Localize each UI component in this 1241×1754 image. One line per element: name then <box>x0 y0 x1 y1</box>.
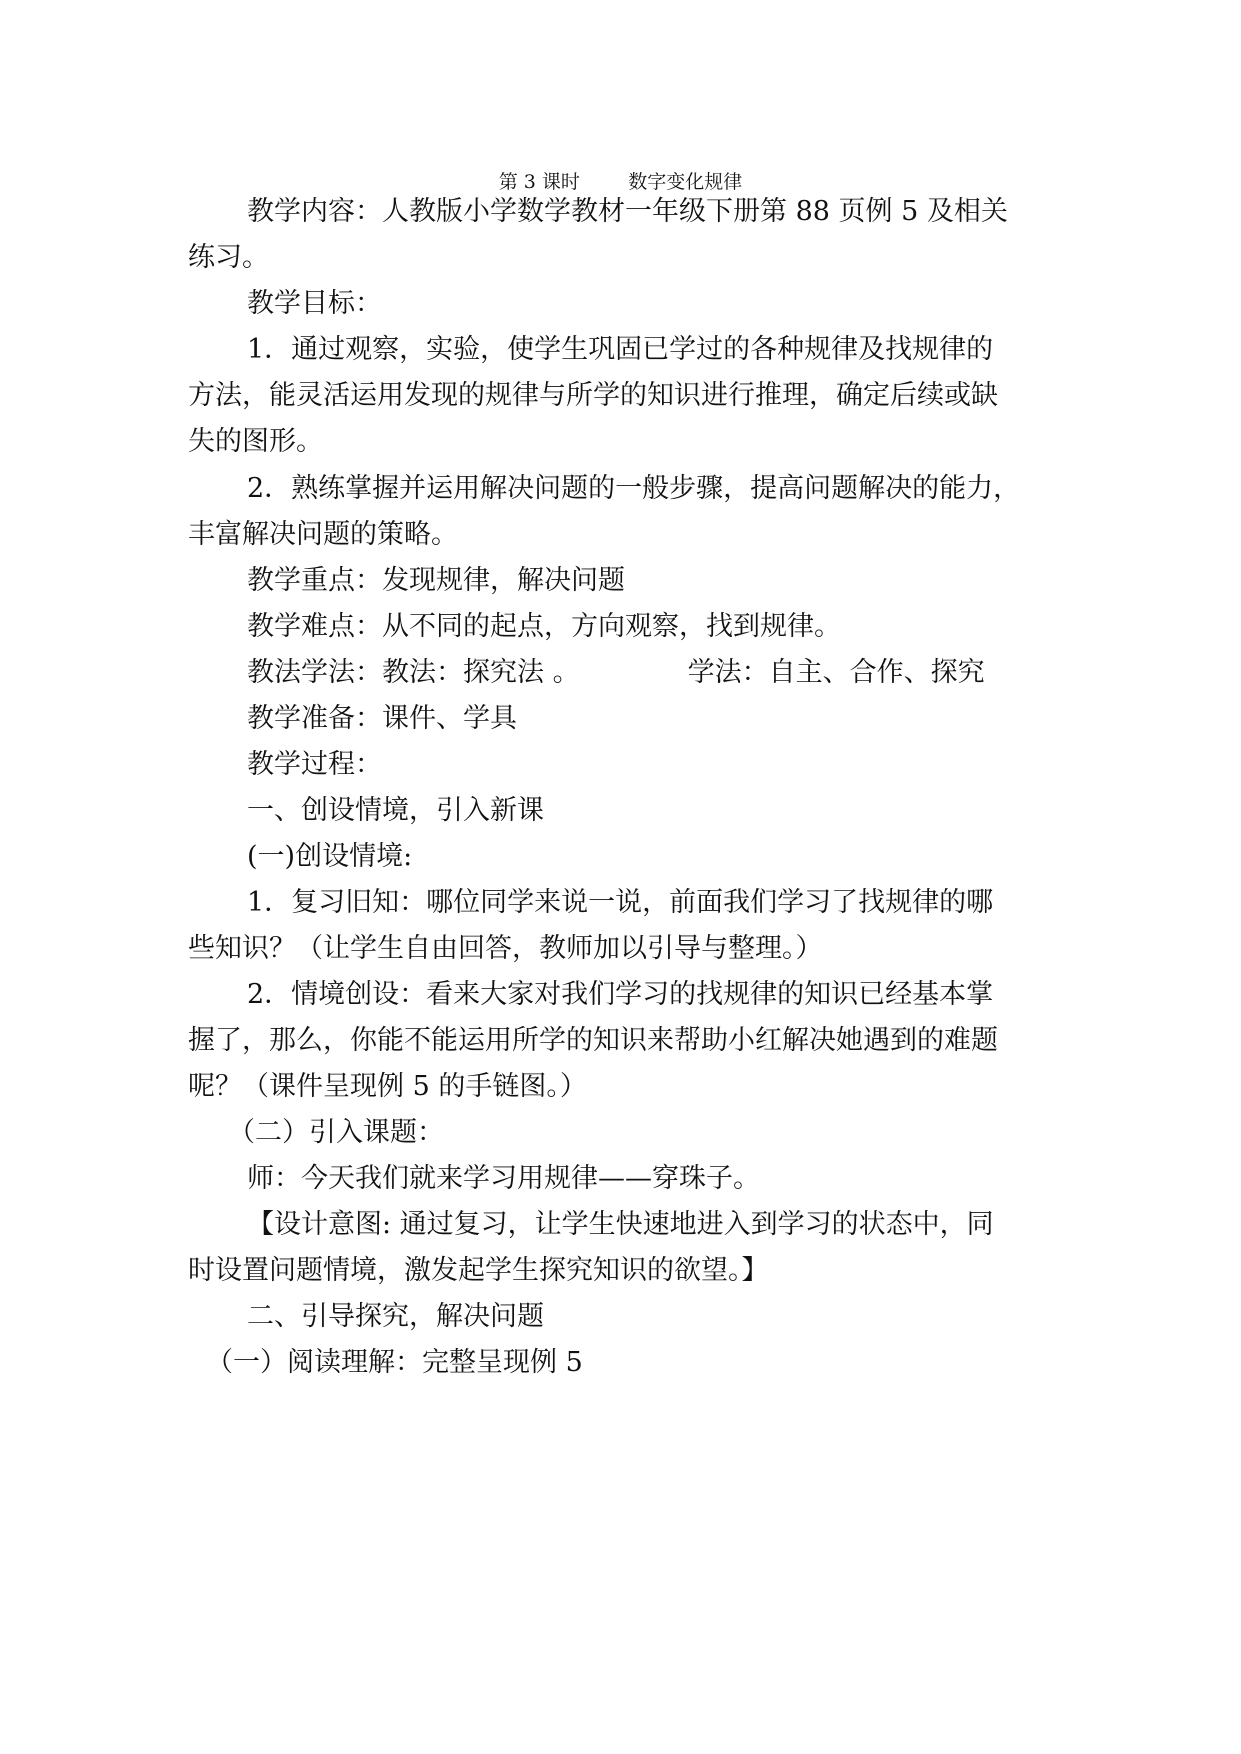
paragraph-line: 教学重点：发现规律，解决问题 <box>247 565 625 596</box>
paragraph-line: 丰富解决问题的策略。 <box>188 519 458 550</box>
subsection-heading: （一）阅读理解：完整呈现例 5 <box>206 1347 583 1378</box>
paragraph-line: 1．通过观察，实验，使学生巩固已学过的各种规律及找规律的 <box>247 334 994 365</box>
paragraph-line: 1．复习旧知：哪位同学来说一说，前面我们学习了找规律的哪 <box>247 887 994 918</box>
paragraph-line: 教学难点：从不同的起点，方向观察，找到规律。 <box>247 611 841 642</box>
paragraph-line: 2．熟练掌握并运用解决问题的一般步骤，提高问题解决的能力， <box>247 473 1021 504</box>
paragraph-line: 教学内容：人教版小学数学教材一年级下册第 88 页例 5 及相关 <box>247 196 1008 227</box>
paragraph-line: 师：今天我们就来学习用规律——穿珠子。 <box>247 1163 760 1194</box>
paragraph-line: 呢？（课件呈现例 5 的手链图。） <box>188 1071 587 1102</box>
paragraph-line: 些知识？（让学生自由回答，教师加以引导与整理。） <box>188 933 823 964</box>
subsection-heading: （二）引入课题： <box>228 1117 444 1148</box>
paragraph-line: 握了，那么，你能不能运用所学的知识来帮助小红解决她遇到的难题 <box>188 1025 998 1056</box>
paragraph-line: 方法，能灵活运用发现的规律与所学的知识进行推理，确定后续或缺 <box>188 380 998 411</box>
teaching-method-text: 教法学法：教法：探究法 。 <box>247 657 580 688</box>
learning-method-text: 学法：自主、合作、探究 <box>687 657 985 688</box>
paragraph-line: 教学准备：课件、学具 <box>247 703 517 734</box>
paragraph-line: 失的图形。 <box>188 426 323 457</box>
page-title: 第 3 课时 数字变化规律 <box>498 171 743 193</box>
paragraph-line: 2．情境创设：看来大家对我们学习的找规律的知识已经基本掌 <box>247 979 994 1010</box>
teaching-methods-line <box>247 653 1127 693</box>
paragraph-line: 教学目标： <box>247 288 382 319</box>
subsection-heading: (一)创设情境: <box>247 841 413 872</box>
section-heading: 一、创设情境，引入新课 <box>247 795 544 826</box>
paragraph-line: 练习。 <box>188 242 269 273</box>
paragraph-line: 教学过程： <box>247 749 382 780</box>
design-intent-line: 【设计意图: 通过复习，让学生快速地进入到学习的状态中，同 <box>247 1209 994 1240</box>
section-heading: 二、引导探究，解决问题 <box>247 1301 544 1332</box>
design-intent-line: 时设置问题情境，激发起学生探究知识的欲望。】 <box>188 1255 769 1286</box>
